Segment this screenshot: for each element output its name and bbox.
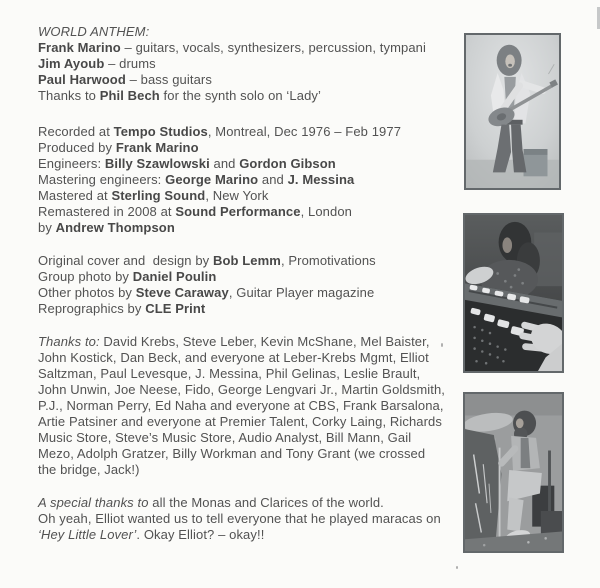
section-special-thanks (38, 495, 463, 543)
text-segment: A special thanks to (38, 495, 149, 510)
credit-line (38, 220, 463, 236)
text-segment: Oh yeah, Elliot wanted us to tell everyone that he played maracas on (38, 511, 441, 526)
text-segment: Music Store, Steve’s Music Store, Audio Analyst, Bill Mann, Gail (38, 430, 412, 445)
text-segment: Reprographics by (38, 301, 146, 316)
text-segment: Bob Lemm (212, 253, 281, 268)
text-segment: , Promotivations (280, 253, 376, 268)
text-segment: Thanks to: (38, 334, 100, 349)
credit-line (38, 140, 463, 156)
text-segment: Recorded at (38, 124, 114, 139)
credit-line (38, 56, 463, 72)
credits-text (38, 24, 463, 560)
text-segment: Engineers: (38, 156, 105, 171)
text-segment: Sound Performance (175, 204, 301, 219)
text-segment: Frank Marino (38, 40, 121, 55)
text-segment: Mastering engineers: (38, 172, 166, 187)
text-segment: Frank Marino (115, 140, 199, 155)
credit-line (38, 382, 463, 398)
text-segment: by (38, 220, 56, 235)
credit-line (38, 398, 463, 414)
text-segment: P.J., Norman Perry, Ed Naha and everyone at CBS, Frank Barsalona, (38, 398, 444, 413)
text-segment: and (209, 156, 240, 171)
text-segment: John Unwin, Joe Neese, Fido, George Lengvari Jr., Martin Goldsmith, (38, 382, 445, 397)
section-lineup (38, 24, 463, 104)
text-segment: Mezo, Adolph Gratzer, Billy Workman and Tony Grant (we crossed (38, 446, 426, 461)
text-segment: all the Monas and Clarices of the world. (148, 495, 384, 510)
section-thanks (38, 334, 463, 478)
credit-line (38, 285, 463, 301)
section-production (38, 124, 463, 236)
text-segment: Jim Ayoub (38, 56, 105, 71)
text-segment: David Krebs, Steve Leber, Kevin McShane, Mel Baister, (99, 334, 430, 349)
text-segment: Group photo by (38, 269, 133, 284)
credit-line (38, 188, 463, 204)
text-segment: ‘Hey Little Lover’ (38, 527, 137, 542)
text-segment: for the synth solo on ‘Lady’ (159, 88, 322, 103)
credit-line (38, 462, 463, 478)
text-segment: Billy Szawlowski (104, 156, 210, 171)
credit-line (38, 301, 463, 317)
text-segment: , Guitar Player magazine (228, 285, 375, 300)
credit-line (38, 88, 463, 104)
text-segment: Other photos by (38, 285, 136, 300)
text-segment: – bass guitars (125, 72, 212, 87)
credit-line (38, 446, 463, 462)
text-segment: Original cover and design by (38, 253, 213, 268)
text-segment: John Kostick, Dan Beck, and everyone at Leber-Krebs Mgmt, Elliot (38, 350, 429, 365)
photo-mixing-console (463, 213, 564, 373)
credit-line (38, 495, 463, 511)
text-segment: , New York (205, 188, 269, 203)
text-segment: Mastered at (38, 188, 112, 203)
section-artwork (38, 253, 463, 317)
credit-line (38, 124, 463, 140)
credit-line (38, 366, 463, 382)
text-segment: Saltzman, Paul Levesque, J. Messina, Phil Gelinas, Leslie Brault, (38, 366, 421, 381)
photo-drummer-at-kit (463, 392, 564, 553)
text-segment: Sterling Sound (111, 188, 206, 203)
text-segment: the bridge, Jack!) (38, 462, 140, 477)
scan-speck (456, 566, 458, 569)
scan-speck (441, 343, 443, 347)
text-segment: Tempo Studios (113, 124, 208, 139)
credit-line (38, 430, 463, 446)
text-segment: and (258, 172, 288, 187)
text-segment: Produced by (38, 140, 116, 155)
credit-line (38, 204, 463, 220)
text-segment: Steve Caraway (135, 285, 229, 300)
credit-line (38, 40, 463, 56)
text-segment: , Montreal, Dec 1976 – Feb 1977 (207, 124, 402, 139)
credit-line (38, 350, 463, 366)
text-segment: Phil Bech (99, 88, 160, 103)
credit-line (38, 269, 463, 285)
text-segment: Daniel Poulin (132, 269, 217, 284)
guitarist-photo-image (466, 35, 559, 188)
credit-line (38, 414, 463, 430)
text-segment: Gordon Gibson (239, 156, 336, 171)
text-segment: Artie Patsiner and everyone at Premier Talent, Corky Laing, Richards (38, 414, 442, 429)
photo-guitarist-on-stage (464, 33, 561, 190)
text-segment: Remastered in 2008 at (38, 204, 176, 219)
credit-line (38, 334, 463, 350)
credit-line (38, 72, 463, 88)
credit-line (38, 511, 463, 527)
text-segment: George Marino (165, 172, 259, 187)
text-segment: WORLD ANTHEM: (38, 24, 150, 39)
credit-line (38, 24, 463, 40)
text-segment: , London (300, 204, 352, 219)
text-segment: CLE Print (145, 301, 206, 316)
text-segment: Thanks to (38, 88, 100, 103)
credit-line (38, 156, 463, 172)
text-segment: – drums (104, 56, 156, 71)
drummer-photo-image (465, 394, 562, 551)
text-segment: – guitars, vocals, synthesizers, percussion, tympani (120, 40, 426, 55)
text-segment: Paul Harwood (38, 72, 126, 87)
text-segment: . Okay Elliot? – okay!! (136, 527, 265, 542)
credit-line (38, 527, 463, 543)
mixing-console-photo-image (465, 215, 562, 371)
text-segment: J. Messina (287, 172, 355, 187)
text-segment: Andrew Thompson (55, 220, 175, 235)
credit-line (38, 253, 463, 269)
credit-line (38, 172, 463, 188)
